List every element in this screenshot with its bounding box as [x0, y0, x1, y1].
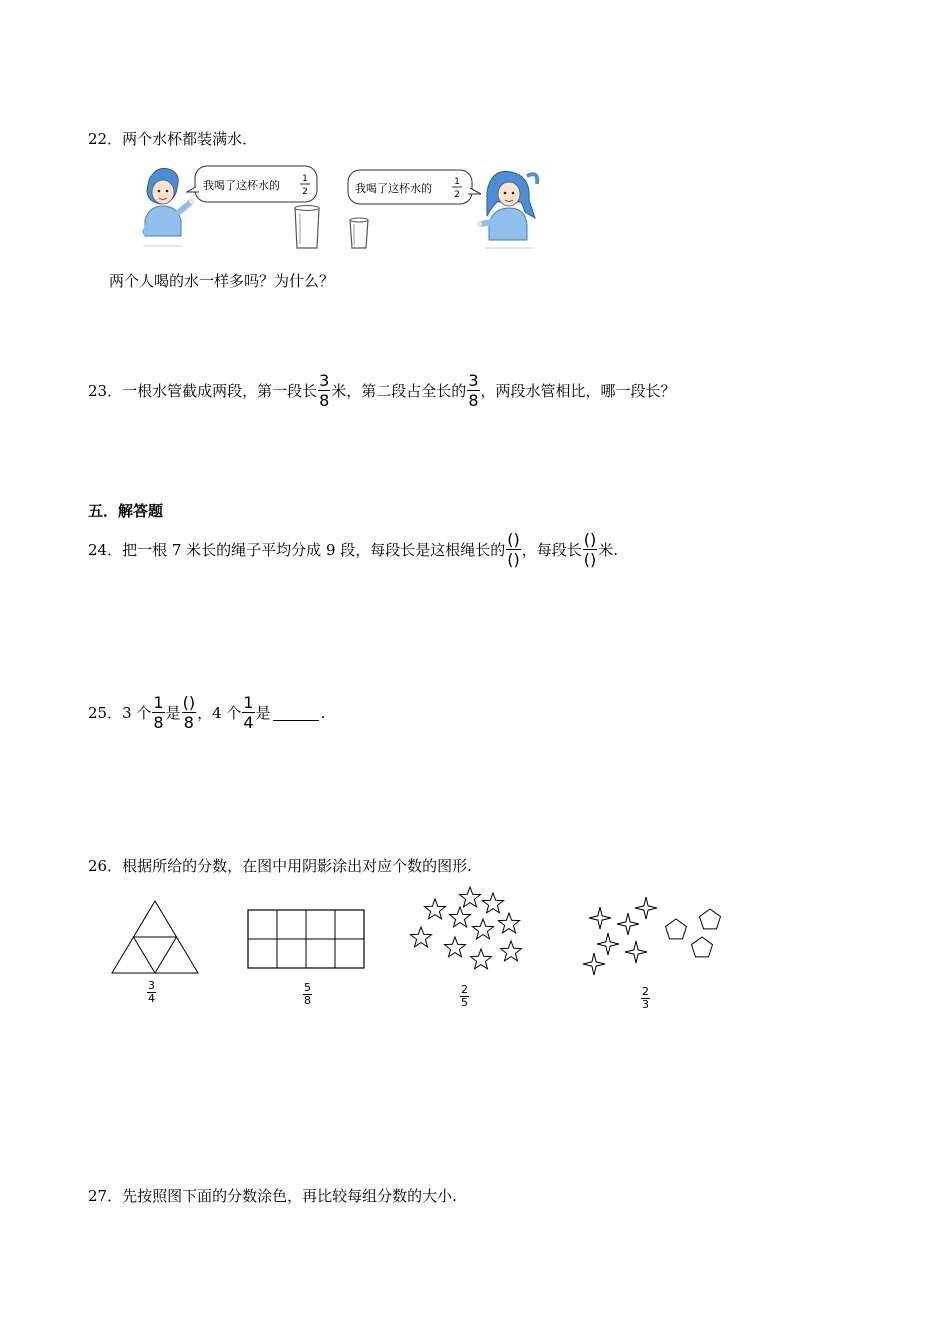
boy-speech-bubble: [187, 166, 317, 202]
sparkle-shape[interactable]: [597, 933, 619, 955]
q25-answer-blank[interactable]: [273, 705, 319, 721]
boy-bubble-text: 我喝了这杯水的: [203, 179, 280, 192]
stars-fraction-label: 2 5: [461, 983, 468, 1009]
q25-number: 25．: [88, 704, 123, 722]
q23-fraction-2: $\frac{3}{8}$: [468, 371, 479, 410]
star-shape[interactable]: [450, 907, 471, 927]
q24-answer-fraction-2[interactable]: $\frac{()}{()}$: [583, 530, 597, 569]
q22-illustration: [135, 162, 545, 254]
stars-figure[interactable]: [405, 886, 530, 978]
small-cup: [350, 218, 368, 248]
star-shape[interactable]: [445, 937, 466, 957]
svg-text:1: 1: [302, 174, 308, 184]
sparkle-shape[interactable]: [617, 913, 639, 935]
q25-fraction-3: $\frac{1}{4}$: [243, 693, 254, 732]
q27-prompt: 27． 先按照图下面的分数涂色，再比较每组分数的大小.: [88, 1187, 457, 1205]
svg-text:2: 2: [454, 190, 460, 200]
sparkle-shape[interactable]: [625, 941, 647, 963]
star-shape[interactable]: [501, 941, 522, 961]
pentagon-shape[interactable]: [692, 937, 713, 957]
q22-number: 22．: [88, 130, 123, 148]
sparkles-pentagons-figure[interactable]: [580, 894, 730, 980]
star-shape[interactable]: [411, 927, 432, 947]
pentagon-shape[interactable]: [666, 919, 687, 939]
triangle-fraction-label: 3 4: [148, 979, 155, 1005]
star-shape[interactable]: [499, 913, 520, 933]
star-shape[interactable]: [483, 893, 504, 913]
q24-prompt: 24． 把一根 7 米长的绳子平均分成 9 段，每段长是这根绳长的 $\frac{()}{()}$ ，每段长 $\frac{()}{()}$ 米.: [88, 530, 619, 569]
rectangle-grid-figure[interactable]: [246, 908, 368, 970]
star-shape[interactable]: [473, 919, 494, 939]
triangle-figure[interactable]: [108, 898, 202, 978]
star-shape[interactable]: [425, 899, 446, 919]
boy-figure: [143, 168, 195, 246]
pentagon-shape[interactable]: [700, 909, 721, 929]
q26-prompt: 26． 根据所给的分数，在图中用阴影涂出对应个数的图形.: [88, 857, 472, 875]
svg-text:2: 2: [302, 187, 308, 197]
sparkle-shape[interactable]: [583, 953, 605, 975]
q23-prompt: 23． 一根水管截成两段，第一段长 $\frac{3}{8}$ 米，第二段占全长的 $\frac{3}{8}$ ，两段水管相比，哪一段长？: [88, 371, 676, 410]
q27-number: 27．: [88, 1187, 123, 1205]
grid-fraction-label: 5 8: [304, 981, 311, 1007]
q26-number: 26．: [88, 857, 123, 875]
sparkle-shape[interactable]: [635, 897, 657, 919]
girl-figure: [476, 171, 537, 248]
star-shape[interactable]: [471, 949, 492, 969]
q25-answer-fraction[interactable]: $\frac{()}{8}$: [182, 693, 196, 732]
q25-fraction-1: $\frac{1}{8}$: [153, 693, 164, 732]
girl-speech-bubble: [348, 170, 481, 204]
star-shape[interactable]: [460, 887, 481, 907]
big-cup: [295, 206, 319, 249]
sparkle-shape[interactable]: [589, 907, 611, 929]
q25-prompt: 25． 3 个 $\frac{1}{8}$ 是 $\frac{()}{8}$ ，4 个 $\frac{1}{4}$ 是 .: [88, 693, 326, 732]
svg-text:1: 1: [454, 177, 460, 187]
q22-text: 两个水杯都装满水．: [122, 130, 258, 148]
q23-number: 23．: [88, 382, 123, 400]
section-heading: 五．解答题: [88, 502, 164, 520]
q24-answer-fraction-1[interactable]: $\frac{()}{()}$: [507, 530, 520, 569]
q23-fraction-1: $\frac{3}{8}$: [319, 371, 330, 410]
mixed-fraction-label: 2 3: [642, 985, 649, 1011]
girl-bubble-text: 我喝了这杯水的: [355, 182, 432, 195]
q24-number: 24．: [88, 541, 123, 559]
q22-question: 两个人喝的水一样多吗？为什么？: [109, 272, 335, 290]
q22-prompt: [88, 128, 257, 149]
